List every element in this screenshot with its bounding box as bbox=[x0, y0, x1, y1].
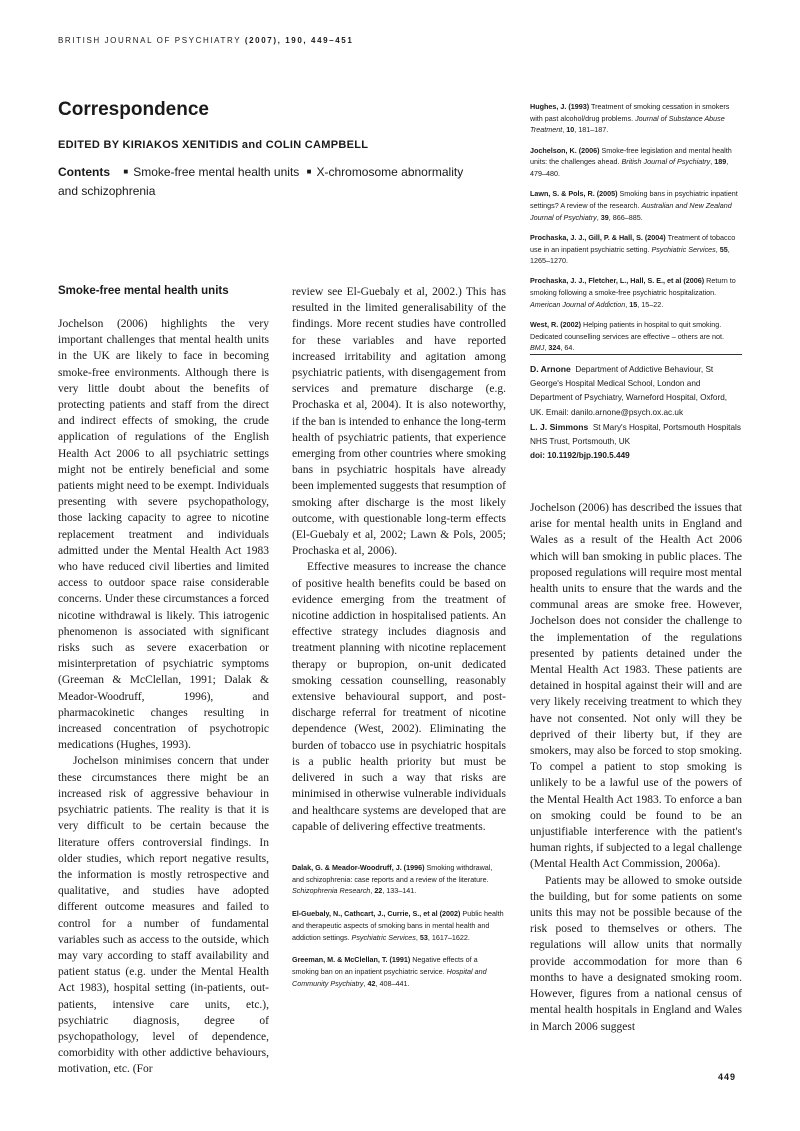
page-number: 449 bbox=[718, 1072, 737, 1082]
contents-label: Contents bbox=[58, 165, 110, 179]
running-head-journal: BRITISH JOURNAL OF PSYCHIATRY bbox=[58, 36, 242, 45]
body-column-1 bbox=[58, 316, 269, 1078]
body-paragraph: Patients may be allowed to smoke outside the building, but for some patients on some units this may not be possible because of the risk posed to themselves or others. The regulations will allow units that normally provide accommodation for more than 6 months to have a designated smoking room. However, figures from a national census of mental health hospitals in England and Wales in March 2006 suggest bbox=[530, 874, 742, 1033]
square-bullet-icon: ■ bbox=[123, 167, 129, 176]
reference-list-bottom bbox=[292, 862, 506, 1000]
reference-item: Hughes, J. (1993) Treatment of smoking cessation in smokers with past alcohol/drug problems. Journal of Substance Abuse Treatment, 10, 181–187. bbox=[530, 102, 730, 135]
doi-link[interactable]: doi: 10.1192/bjp.190.5.449 bbox=[530, 451, 630, 461]
body-paragraph: review see El-Guebaly et al, 2002.) This has resulted in the limited generalisability of the findings. More recent studies have controlled for these variables and have reported increased irritability and agitation among psychiatric patients, with disengagement from services and premature discharge (e.g. Prochaska et al, 2004). It is also noteworthy, if the ban is intended to enhance the long-term health of psychiatric patients, that experience emerging from other countries where smoking bans in psychiatric hospitals have already been implemented suggests that resumption of smoking after discharge is the most likely outcome, with questionable long-term effects (El-Guebaly et al, 2002; Lawn & Pols, 2005; Prochaska et al, 2006). bbox=[292, 286, 506, 558]
reference-item: Lawn, S. & Pols, R. (2005) Smoking bans in psychiatric inpatient settings? A review of the research. Australian and New Zealand Journal of Psychiatry, 39, 866–885. bbox=[530, 189, 738, 222]
contents-item[interactable]: Smoke-free mental health units bbox=[133, 165, 300, 179]
contents-item[interactable]: X-chromosome abnormality bbox=[316, 165, 464, 179]
reference-item: Dalak, G. & Meador-Woodruff, J. (1996) Smoking withdrawal, and schizophrenia: case reports and a review of the literature. Schizophrenia Research, 22, 133–141. bbox=[292, 863, 493, 896]
body-paragraph: Jochelson minimises concern that under these circumstances there might be an increased risk of aggressive behaviour in psychiatric patients. The reality is that it is very difficult to be certain because the literature offers controversial findings. In older studies, which report negative results, the information is mostly retrospective and qualitative, and studies have adopted different outcome measures and failed to control for a number of fundamental variables such as access to the outside, which may vary according to staff availability and patient status (e.g. under the Mental Health Act 1983), hospital setting (in-patients, out-patients, intensive care units, etc.), psychiatric diagnosis, degree of psychopathology, level of dependence, comorbidity with other addictive behaviours, motivation, etc. (For bbox=[58, 755, 269, 1076]
author-block bbox=[530, 362, 742, 420]
author-affiliation: St Mary's Hospital, Portsmouth Hospitals NHS Trust, Portsmouth, UK bbox=[530, 422, 741, 447]
body-paragraph: Effective measures to increase the chance of positive health benefits could be based on evidence emerging from the treatment of nicotine addiction in hospitalised patients. An effective strategy includes diagnosis and treatment planning with nicotine replacement therapy or bupropion, on-unit dedicated smoking cessation counselling, reasonably extensive behavioural support, and post-discharge referral for treatment of nicotine dependence (West, 2002). Eliminating the burden of tobacco use in psychiatric hospitals is a public health priority but must be delivered in such a way that risks are minimised in otherwise vulnerable individuals and healthcare systems are developed that are capable of delivering effective treatments. bbox=[292, 561, 506, 833]
square-bullet-icon: ■ bbox=[306, 167, 312, 176]
reference-item: Jochelson, K. (2006) Smoke-free legislation and mental health units: the challenges ahead. British Journal of Psychiatry, 189, 479–480. bbox=[530, 145, 732, 179]
reference-item: Prochaska, J. J., Gill, P. & Hall, S. (2004) Treatment of tobacco use in an inpatient psychiatric setting. Psychiatric Services, 55, 1265–1270. bbox=[530, 232, 736, 266]
body-paragraph: Jochelson (2006) highlights the very important challenges that mental health units in the UK are likely to face in becoming smoke-free environments. Although there is very little doubt about the benefits of protecting patients and staff from the direct and indirect effects of smoking, the crude application of regulations of the English Health Act 2006 to all psychiatric settings might not be entirely beneficial and some patients might need to be exempt. Individuals presenting with severe psychopathology, those lacking capacity to agree to nicotine replacement treatment and individuals admitted under the Mental Health Act 1983 who have reduced civil liberties and limited access to outdoor space raise considerable concerns. Under these circumstances a forced nicotine withdrawal is likely. This iatrogenic phenomenon is associated with significant risks such as severe exacerbation or misinterpretation of psychiatric symptoms (Greeman & McClellan, 1991; Dalak & Meador-Woodruff, 1996), and pharmacokinetic changes resulting in increased concentration of psychotropic medications (Hughes, 1993). bbox=[58, 318, 269, 752]
reference-item: West, R. (2002) Helping patients in hospital to quit smoking. Dedicated counselling services are effective – others are not. BMJ, 324, 64. bbox=[530, 320, 725, 353]
section-title: Correspondence bbox=[58, 99, 209, 120]
author-name: D. Arnone bbox=[530, 364, 571, 374]
author-name: L. J. Simmons bbox=[530, 421, 589, 432]
letter-signature bbox=[530, 354, 742, 463]
reference-list-top bbox=[530, 101, 742, 363]
letter-heading: Smoke-free mental health units bbox=[58, 285, 229, 297]
author-block bbox=[530, 420, 742, 449]
reference-item: Greeman, M. & McClellan, T. (1991) Negative effects of a smoking ban on an inpatient psychiatric service. Hospital and Community Psychiatry, 42, 408–441. bbox=[292, 955, 487, 988]
author-affiliation[interactable]: Department of Addictive Behaviour, St George's Hospital Medical School, London and Department of Psychiatry, Warneford Hospital, Oxford, UK. Email: danilo.arnone@psych.ox.ac.uk bbox=[530, 365, 728, 417]
running-head-volume: (2007), 190, 449–451 bbox=[244, 36, 354, 45]
reference-item: Prochaska, J. J., Fletcher, L., Hall, S. E., et al (2006) Return to smoking following a smoke-free psychiatric hospitalization. American Journal of Addiction, 15, 15–22. bbox=[530, 276, 736, 309]
running-head bbox=[58, 36, 353, 45]
body-paragraph: Jochelson (2006) has described the issues that arise for mental health units in England and Wales as a result of the Health Act 2006 which will ban smoking in public places. The proposed regulations will require most mental health units to ensure that the wards and the communal areas are smoke free. However, Jochelson does not consider the challenge to the implementation of the regulations presented by patients detained under the Mental Health Act 1983. These patients are detained in hospital against their will and are very likely receiving treatment to which they have not consented. Not only will they be deprived of their liberty but, if they are smokers, may also be forced to stop smoking. To compel a patient to stop smoking is unlikely to be a lawful use of the powers of the Mental Health Act 1983. To enforce a ban on smoking could be found to be an unjustifiable interference with the patient's human rights, if subjected to a legal challenge (Mental Health Act Commission, 2006a). bbox=[530, 502, 742, 871]
body-column-3 bbox=[530, 500, 742, 1035]
editors-line: EDITED BY KIRIAKOS XENITIDIS and COLIN CAMPBELL bbox=[58, 139, 369, 151]
contents-list bbox=[58, 162, 498, 201]
body-column-2 bbox=[292, 284, 506, 835]
reference-item: El-Guebaly, N., Cathcart, J., Currie, S., et al (2002) Public health and therapeutic aspects of smoking bans in mental health and addiction settings. Psychiatric Services, 53, 1617–1622. bbox=[292, 909, 504, 942]
contents-item[interactable]: and schizophrenia bbox=[58, 184, 156, 198]
